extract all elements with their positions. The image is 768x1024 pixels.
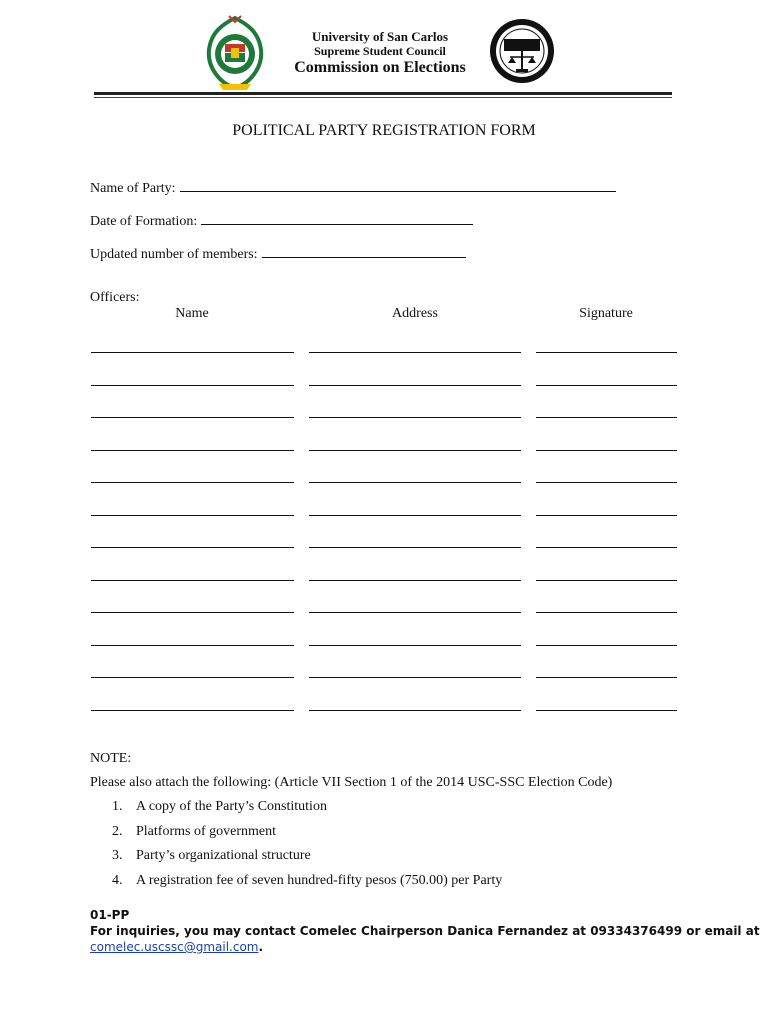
email-link[interactable]: comelec.uscssc@gmail.com: [90, 940, 259, 954]
column-header-address: Address: [392, 306, 438, 321]
council-name: Supreme Student Council: [314, 44, 446, 58]
officer-name-blank[interactable]: [91, 385, 294, 386]
column-header-name: Name: [175, 306, 209, 321]
inquiry-text: For inquiries, you may contact Comelec Chairperson Danica Fernandez at 09334376499 or email at: [90, 924, 760, 938]
comelec-seal-icon: [488, 17, 556, 85]
header-rule-thin: [94, 97, 672, 98]
officer-signature-blank[interactable]: [536, 417, 677, 418]
officer-address-blank[interactable]: [309, 352, 521, 353]
officer-signature-blank[interactable]: [536, 580, 677, 581]
attach-instructions: Please also attach the following: (Article VII Section 1 of the 2014 USC-SSC Election Code): [90, 775, 613, 790]
footer-period: .: [258, 940, 264, 954]
officer-name-blank[interactable]: [91, 580, 294, 581]
officer-address-blank[interactable]: [309, 515, 521, 516]
officer-signature-blank[interactable]: [536, 450, 677, 451]
officer-name-blank[interactable]: [91, 450, 294, 451]
list-item: 1. A copy of the Party’s Constitution: [112, 799, 327, 814]
officer-address-blank[interactable]: [309, 612, 521, 613]
officer-signature-blank[interactable]: [536, 645, 677, 646]
header-rule-thick: [94, 92, 672, 95]
officer-name-blank[interactable]: [91, 482, 294, 483]
party-name-label: Name of Party:: [90, 181, 176, 196]
list-item: 3. Party’s organizational structure: [112, 848, 311, 863]
party-name-blank[interactable]: [180, 176, 616, 192]
officer-name-blank[interactable]: [91, 547, 294, 548]
footer: [90, 907, 760, 955]
members-blank[interactable]: [262, 242, 466, 258]
requirements-list: [112, 799, 502, 897]
officer-signature-blank[interactable]: [536, 612, 677, 613]
officer-name-blank[interactable]: [91, 710, 294, 711]
commission-name: Commission on Elections: [294, 59, 466, 76]
officer-address-blank[interactable]: [309, 645, 521, 646]
party-name-field: [90, 176, 616, 197]
header-block: [270, 29, 490, 78]
officer-address-blank[interactable]: [309, 710, 521, 711]
list-item: 2. Platforms of government: [112, 823, 276, 839]
officer-name-blank[interactable]: [91, 515, 294, 516]
officer-address-blank[interactable]: [309, 580, 521, 581]
officer-signature-blank[interactable]: [536, 547, 677, 548]
officer-name-blank[interactable]: [91, 352, 294, 353]
note-label: NOTE:: [90, 751, 132, 766]
officer-name-blank[interactable]: [91, 417, 294, 418]
members-field: [90, 242, 466, 263]
officer-address-blank[interactable]: [309, 547, 521, 548]
list-item: 4. A registration fee of seven hundred-fifty pesos (750.00) per Party: [112, 872, 503, 888]
officer-address-blank[interactable]: [309, 450, 521, 451]
officers-label: Officers:: [90, 290, 140, 305]
formation-date-blank[interactable]: [201, 209, 473, 225]
formation-date-field: [90, 209, 473, 230]
officer-signature-blank[interactable]: [536, 710, 677, 711]
officer-address-blank[interactable]: [309, 417, 521, 418]
university-name: University of San Carlos: [311, 29, 449, 44]
officer-name-blank[interactable]: [91, 677, 294, 678]
officer-address-blank[interactable]: [309, 482, 521, 483]
officer-signature-blank[interactable]: [536, 677, 677, 678]
form-title: POLITICAL PARTY REGISTRATION FORM: [232, 122, 536, 139]
university-seal-icon: [203, 14, 267, 92]
formation-date-label: Date of Formation:: [90, 214, 198, 229]
members-label: Updated number of members:: [90, 247, 258, 262]
form-code: 01-PP: [90, 908, 130, 922]
officer-address-blank[interactable]: [309, 385, 521, 386]
officer-signature-blank[interactable]: [536, 352, 677, 353]
officer-signature-blank[interactable]: [536, 385, 677, 386]
column-header-signature: Signature: [579, 306, 633, 321]
officer-address-blank[interactable]: [309, 677, 521, 678]
officer-signature-blank[interactable]: [536, 482, 677, 483]
officer-name-blank[interactable]: [91, 645, 294, 646]
officer-name-blank[interactable]: [91, 612, 294, 613]
officer-signature-blank[interactable]: [536, 515, 677, 516]
